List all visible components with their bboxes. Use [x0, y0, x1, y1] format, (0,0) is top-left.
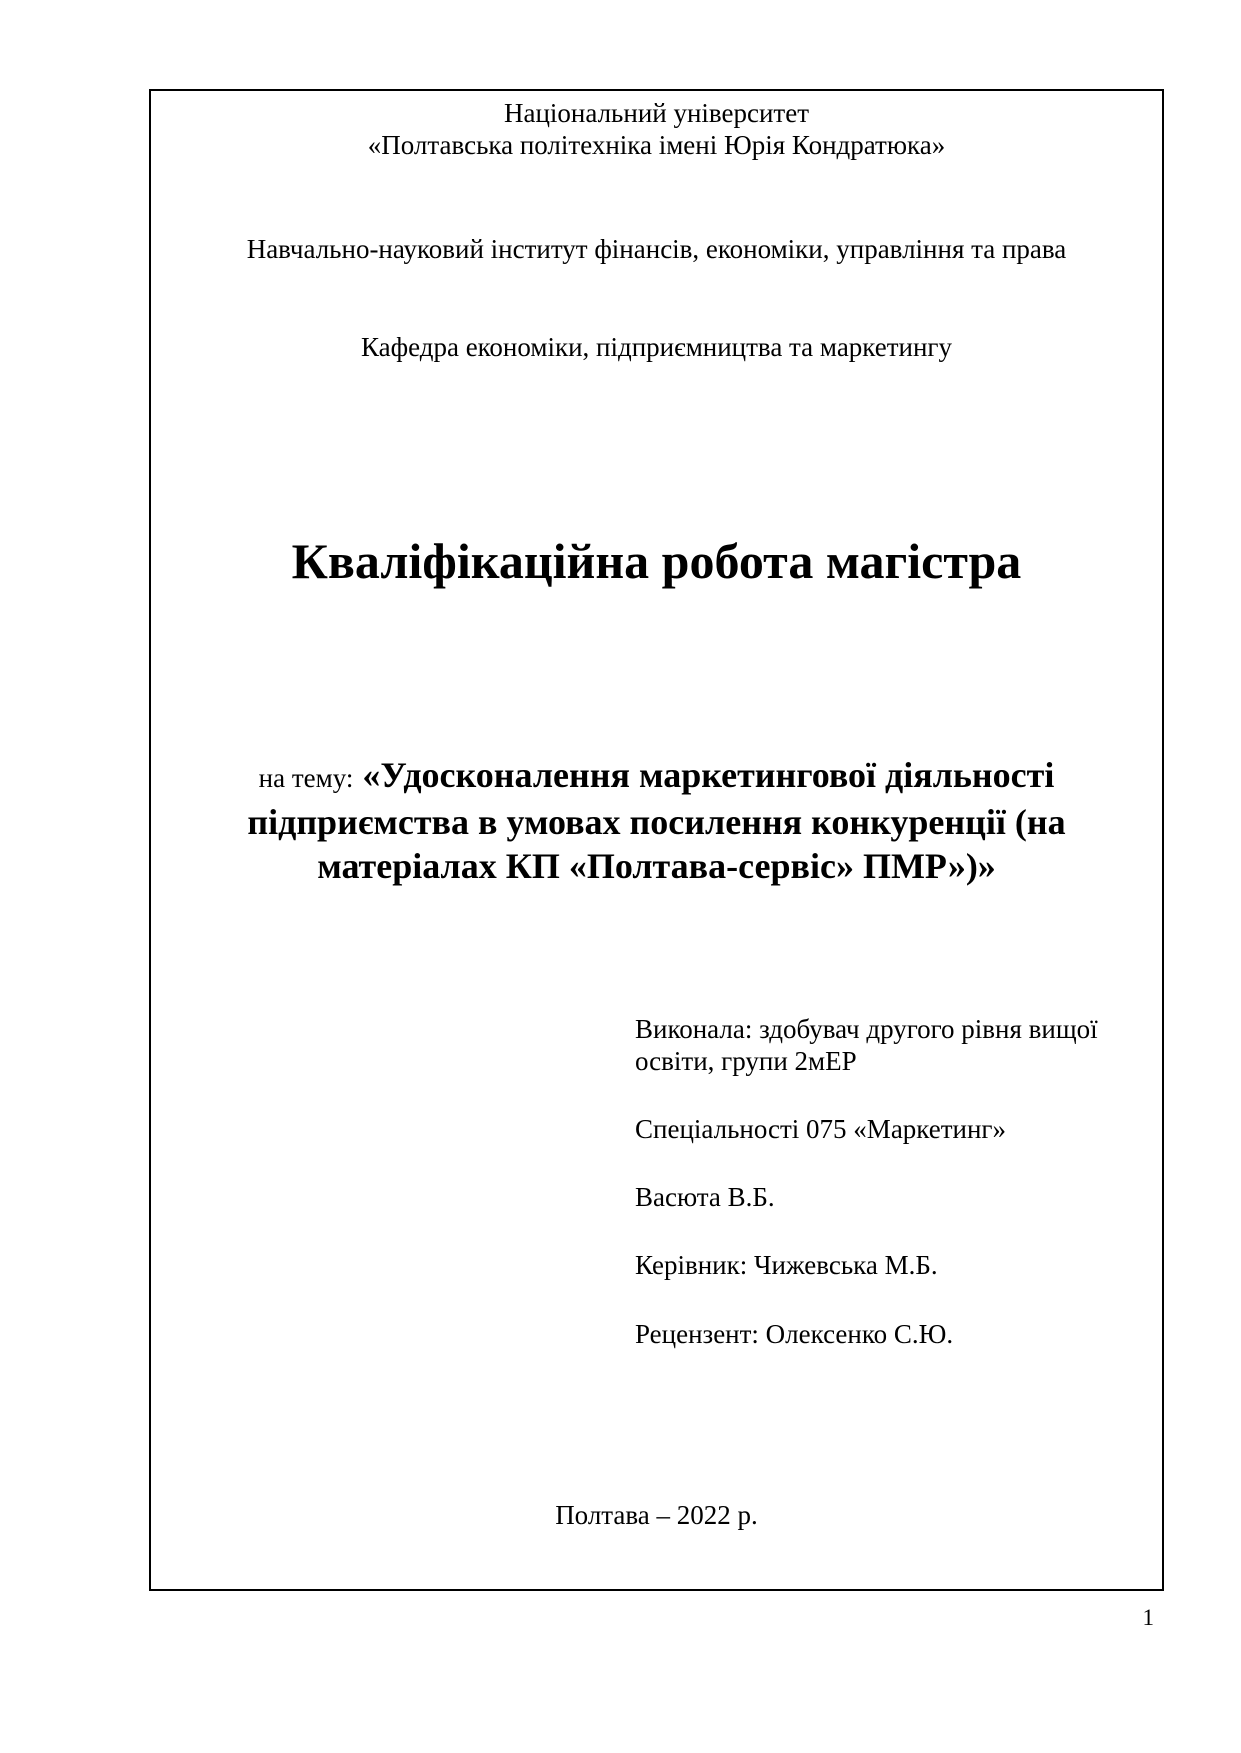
- city-year: Полтава – 2022 р.: [555, 1500, 758, 1530]
- university-name-line-1: Національний університет: [503, 98, 810, 128]
- specialty: Спеціальності 075 «Маркетинг»: [635, 1114, 1006, 1144]
- reviewer: Рецензент: Олексенко С.Ю.: [635, 1319, 954, 1349]
- institute-name: Навчально-науковий інститут фінансів, економіки, управління та права: [246, 234, 1067, 264]
- topic-line-1: [151, 753, 1162, 800]
- topic-line-2: підприємства в умовах посилення конкуренції (на: [247, 802, 1066, 842]
- page-frame: [149, 89, 1164, 1591]
- topic-lead: на тему:: [258, 763, 354, 793]
- performer-line-2: освіти, групи 2мЕР: [635, 1046, 857, 1076]
- topic-line-3: матеріалах КП «Полтава-сервіс» ПМР»)»: [317, 846, 996, 886]
- work-topic: [151, 753, 1162, 888]
- department-name: Кафедра економіки, підприємництва та маркетингу: [360, 332, 953, 362]
- supervisor: Керівник: Чижевська М.Б.: [635, 1250, 938, 1280]
- performer-line-1: Виконала: здобувач другого рівня вищої: [635, 1014, 1098, 1044]
- author-name: Васюта В.Б.: [635, 1182, 775, 1212]
- page-number: 1: [1142, 1605, 1154, 1630]
- university-name-line-2: «Полтавська політехніка імені Юрія Кондратюка»: [367, 130, 946, 160]
- work-title: Кваліфікаційна робота магістра: [291, 533, 1022, 589]
- topic-text-line-1: «Удосконалення маркетингової діяльності: [362, 755, 1055, 795]
